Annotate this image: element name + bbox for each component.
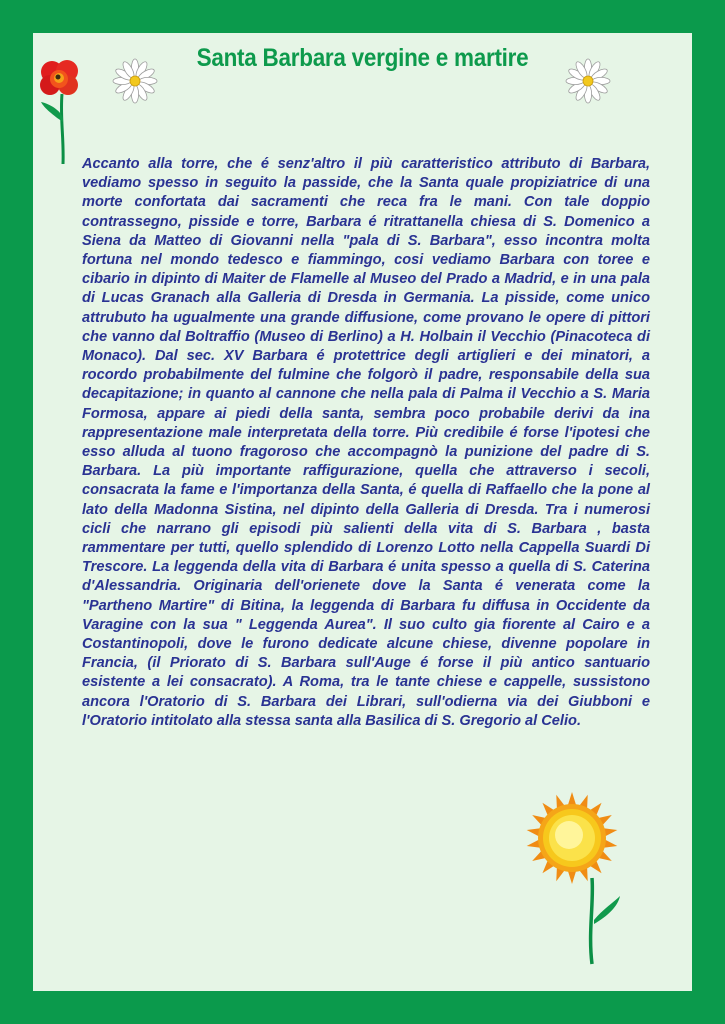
daisy-icon: [565, 58, 611, 104]
poppy-flower-icon: [36, 58, 82, 166]
page-title: Santa Barbara vergine e martire: [196, 44, 529, 72]
sunflower-icon: [522, 792, 626, 968]
body-paragraph: Accanto alla torre, che é senz'altro il più caratteristico attributo di Barbara, vediamo spesso in seguito la passide, che la Santa quale propiziatrice di una morte confortata dai sacramenti che reca fra le mani. Con tale doppio contrassegno, pisside e torre, Barbara é ritrattanella chiesa di S. Domenico a Siena da Matteo di Giovanni nella "pala di S. Barbara", esso incontra molta fortuna nel mondo tedesco e fiammingo, cosi vediamo Barbara con toree e cibario in dipinto di Maiter de Flamelle al Museo del Prado a Madrid, e in una pala di Lucas Granach alla Galleria di Dresda in Germania. La pisside, come unico attrubuto ha ugualmente una grande diffusione, come provano le opere di pittori che vanno dal Boltraffio (Museo di Berlino) a H. Holbain il Vecchio (Pinacoteca di Monaco). Dal sec. XV Barbara é protettrice degli artiglieri e dei minatori, a rocordo probabilmente del fulmine che folgorò il padre, responsabile della sua decapitazione; in quanto al cannone che nella pala di Palma il Vecchio a S. Maria Formosa, appare ai piedi della santa, sembra poco probabile derivi da ina rappresentazione male interpretata della torre. Più credibile é forse l'ipotesi che esso alluda al tuono fragoroso che accompagnò la punizione del padre di S. Barbara. La più importante raffigurazione, quella che attraverso i secoli, consacrata la fame e l'importanza della Santa, é quella di Raffaello che la pone al lato della Madonna Sistina, nel dipinto della Galleria di Dresda. Tra i numerosi cicli che narrano gli episodi più salienti della vita di S. Barbara , basta rammentare per tutti, quello splendido di Lorenzo Lotto nella Cappella Suardi Di Trescore. La leggenda della vita di Barbara é unita spesso a quella di S. Caterina d'Alessandria. Originaria dell'orienete dove la Santa é venerata come la "Partheno Martire" di Bitina, la leggenda di Barbara fu diffusa in Occidente da Varagine con la sua " Leggenda Aurea". Il suo culto gia fiorente al Cairo e a Costantinopoli, dove le furono dedicate alcune chiese, divenne popolare in Francia, (il Priorato di S. Barbara sull'Auge é forse il più antico santuario esistente a lei consacrato). A Roma, tra le tante chiese e cappelle, sussistono ancora l'Oratorio di S. Barbara dei Librari, sull'odierna via dei Giubboni e l'Oratorio intitolato alla stessa santa alla Basilica di S. Gregorio al Celio.: [82, 156, 650, 729]
